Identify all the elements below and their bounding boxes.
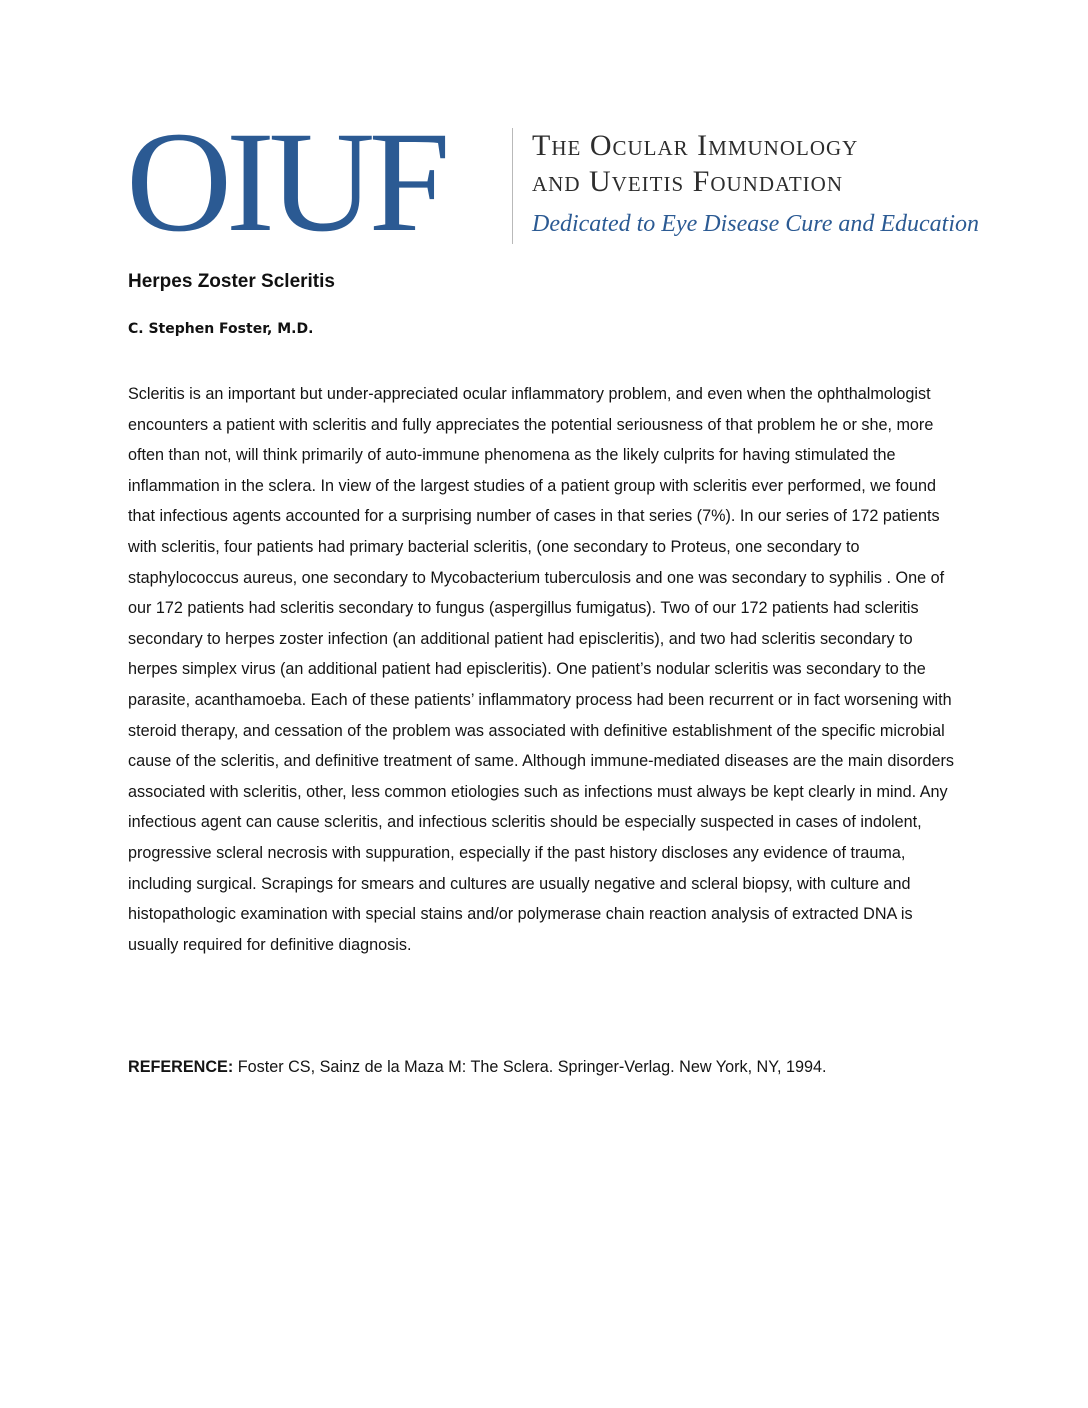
logo-letters: OIUF <box>126 103 445 262</box>
article-reference <box>128 1053 958 1081</box>
org-name-line-1: The Ocular Immunology <box>532 129 859 162</box>
logo-divider <box>512 128 513 244</box>
reference-label: REFERENCE: <box>128 1058 234 1076</box>
org-name-line-2: and Uveitis Foundation <box>532 165 843 198</box>
article-body: Scleritis is an important but under-appreciated ocular inflammatory problem, and even when the ophthalmologist encounters a patient with scleritis and fully appreciates the potential seriousness of that problem he or she, more often than not, will think primarily of auto-immune phenomena as the likely culprits for having stimulated the inflammation in the sclera. In view of the largest studies of a patient group with scleritis ever performed, we found that infectious agents accounted for a surprising number of cases in that series (7%). In our series of 172 patients with scleritis, four patients had primary bacterial scleritis, (one secondary to Proteus, one secondary to staphylococcus aureus, one secondary to Mycobacterium tuberculosis and one was secondary to syphilis . One of our 172 patients had scleritis secondary to fungus (aspergillus fumigatus). Two of our 172 patients had scleritis secondary to herpes zoster infection (an additional patient had episcleritis), and two had scleritis secondary to herpes simplex virus (an additional patient had episcleritis). One patient’s nodular scleritis was secondary to the parasite, acanthamoeba. Each of these patients’ inflammatory process had been recurrent or in fact worsening with steroid therapy, and cessation of the problem was associated with definitive establishment of the specific microbial cause of the scleritis, and definitive treatment of same. Although immune-mediated diseases are the main disorders associated with scleritis, other, less common etiologies such as infections must always be kept clearly in mind. Any infectious agent can cause scleritis, and infectious scleritis should be especially suspected in cases of indolent, progressive scleral necrosis with suppuration, especially if the past history discloses any evidence of trauma, including surgical. Scrapings for smears and cultures are usually negative and scleral biopsy, with culture and histopathologic examination with special stains and/or polymerase chain reaction analysis of extracted DNA is usually required for definitive diagnosis. <box>128 385 954 954</box>
reference-text: Foster CS, Sainz de la Maza M: The Sclera. Springer-Verlag. New York, NY, 1994. <box>233 1058 827 1076</box>
org-tagline: Dedicated to Eye Disease Cure and Education <box>532 211 979 237</box>
article-title: Herpes Zoster Scleritis <box>128 271 335 292</box>
foundation-logo <box>126 103 979 262</box>
article-author: C. Stephen Foster, M.D. <box>128 321 314 337</box>
